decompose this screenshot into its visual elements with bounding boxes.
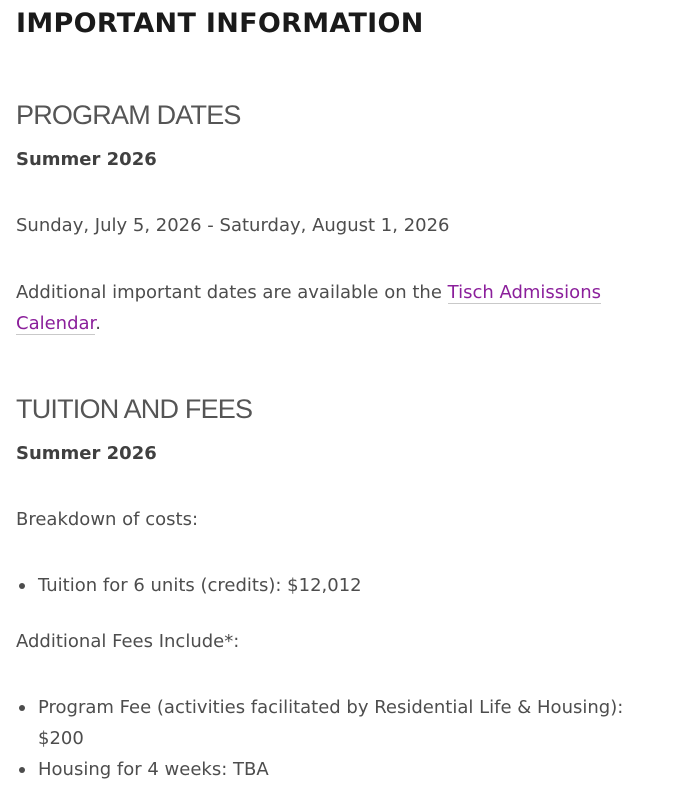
program-dates-range: Sunday, July 5, 2026 - Saturday, August 1, 2026 <box>16 215 450 236</box>
breakdown-label: Breakdown of costs: <box>16 509 199 530</box>
bullet-icon <box>19 767 25 773</box>
tuition-fees-heading: TUITION AND FEES <box>16 394 253 424</box>
list-item <box>16 570 661 601</box>
fee-item-text: Program Fee (activities facilitated by Residential Life & Housing): $200 <box>38 697 624 749</box>
additional-dates-prefix: Additional important dates are available on the <box>16 282 448 303</box>
additional-fees-label: Additional Fees Include*: <box>16 631 240 652</box>
cost-list <box>16 570 661 601</box>
additional-dates-suffix: . <box>95 313 102 334</box>
program-dates-term: Summer 2026 <box>16 149 157 170</box>
bullet-icon <box>19 705 25 711</box>
fee-item-text: Housing for 4 weeks: TBA <box>38 759 269 780</box>
list-item <box>16 692 661 754</box>
page-title: IMPORTANT INFORMATION <box>16 8 424 39</box>
bullet-icon <box>19 583 25 589</box>
fees-list <box>16 692 661 785</box>
tisch-admissions-calendar-link[interactable]: Tisch Admissions Calendar <box>16 282 601 334</box>
program-dates-heading: PROGRAM DATES <box>16 100 241 130</box>
tuition-term: Summer 2026 <box>16 443 157 464</box>
additional-dates-note <box>16 277 656 339</box>
list-item <box>16 754 661 785</box>
cost-item-text: Tuition for 6 units (credits): $12,012 <box>38 575 362 596</box>
